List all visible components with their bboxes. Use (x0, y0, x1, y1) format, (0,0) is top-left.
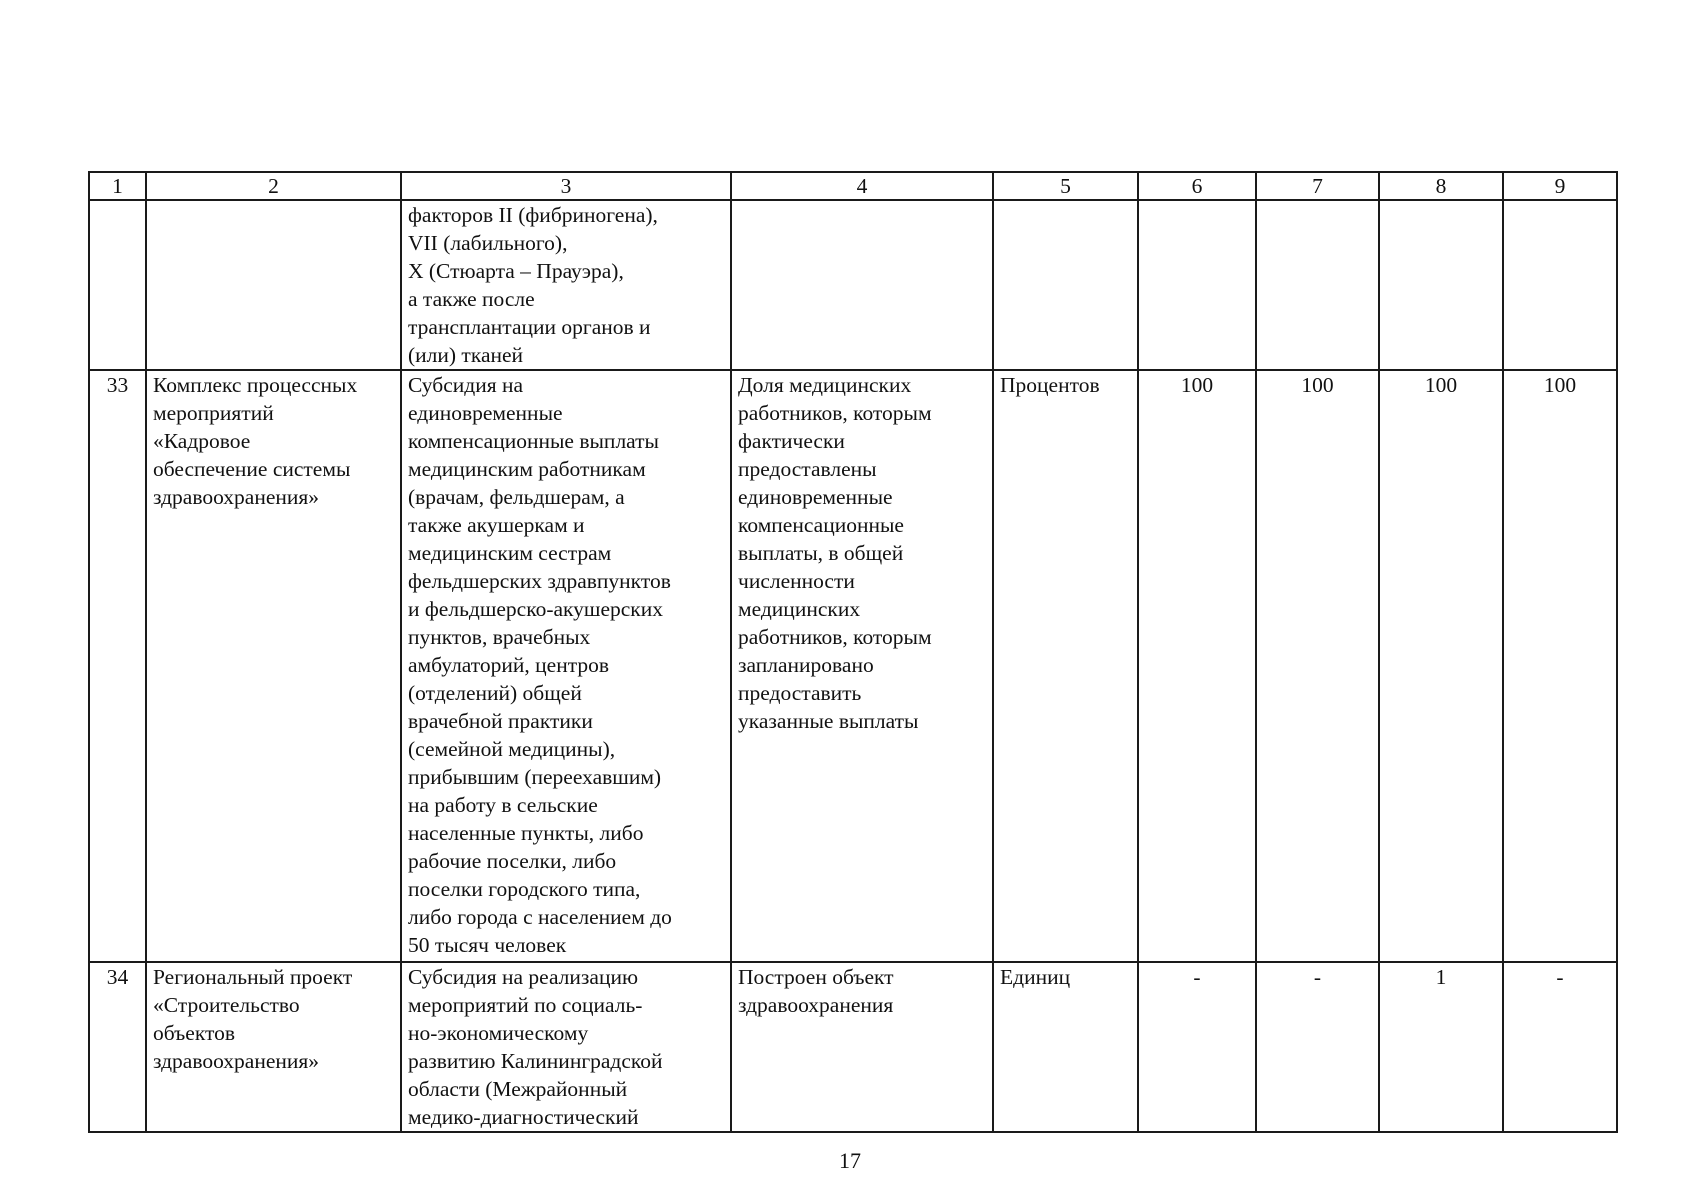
table-row (89, 200, 1617, 370)
column-header: 1 (89, 172, 146, 200)
program-name-cell: Региональный проект «Строительство объектов здравоохранения» (146, 962, 401, 1132)
measure-description-cell: Субсидия на реализацию мероприятий по социаль- но-экономическому развитию Калининградской области (Межрайонный медико-диагностический (401, 962, 731, 1132)
value-cell (1379, 200, 1503, 370)
unit-cell: Процентов (993, 370, 1138, 962)
measure-description-cell: факторов II (фибриногена), VII (лабильного), X (Стюарта – Прауэра), а также после трансплантации органов и (или) тканей (401, 200, 731, 370)
value-cell: 100 (1138, 370, 1256, 962)
value-cell (1138, 200, 1256, 370)
measure-description-cell: Субсидия на единовременные компенсационные выплаты медицинским работникам (врачам, фельдшерам, а также акушеркам и медицинским сестрам фельдшерских здравпунктов и фельдшерско-акушерских пунктов, врачебных амбулаторий, центров (отделений) общей врачебной практики (семейной медицины), прибывшим (переехавшим) на работу в сельские населенные пункты, либо рабочие поселки, либо поселки городского типа, либо города с населением до 50 тысяч человек (401, 370, 731, 962)
value-cell: - (1256, 962, 1379, 1132)
value-cell: 100 (1256, 370, 1379, 962)
program-name-cell: Комплекс процессных мероприятий «Кадровое обеспечение системы здравоохранения» (146, 370, 401, 962)
column-header: 2 (146, 172, 401, 200)
column-header: 9 (1503, 172, 1617, 200)
value-cell: 1 (1379, 962, 1503, 1132)
column-header: 4 (731, 172, 993, 200)
row-number (89, 200, 146, 370)
value-cell: 100 (1379, 370, 1503, 962)
column-header: 8 (1379, 172, 1503, 200)
indicator-name-cell (731, 200, 993, 370)
indicator-name-cell: Построен объект здравоохранения (731, 962, 993, 1132)
row-number: 33 (89, 370, 146, 962)
column-header: 3 (401, 172, 731, 200)
indicator-name-cell: Доля медицинских работников, которым фактически предоставлены единовременные компенсационные выплаты, в общей численности медицинских работников, которым запланировано предоставить указанные выплаты (731, 370, 993, 962)
table-row (89, 962, 1617, 1132)
unit-cell: Единиц (993, 962, 1138, 1132)
value-cell (1256, 200, 1379, 370)
table-row (89, 370, 1617, 962)
column-header: 7 (1256, 172, 1379, 200)
page-number: 17 (839, 1148, 861, 1173)
value-cell: - (1138, 962, 1256, 1132)
table-header-row (89, 172, 1617, 200)
value-cell: - (1503, 962, 1617, 1132)
column-header: 5 (993, 172, 1138, 200)
unit-cell (993, 200, 1138, 370)
value-cell (1503, 200, 1617, 370)
indicator-table (88, 171, 1618, 1133)
row-number: 34 (89, 962, 146, 1132)
column-header: 6 (1138, 172, 1256, 200)
value-cell: 100 (1503, 370, 1617, 962)
program-name-cell (146, 200, 401, 370)
